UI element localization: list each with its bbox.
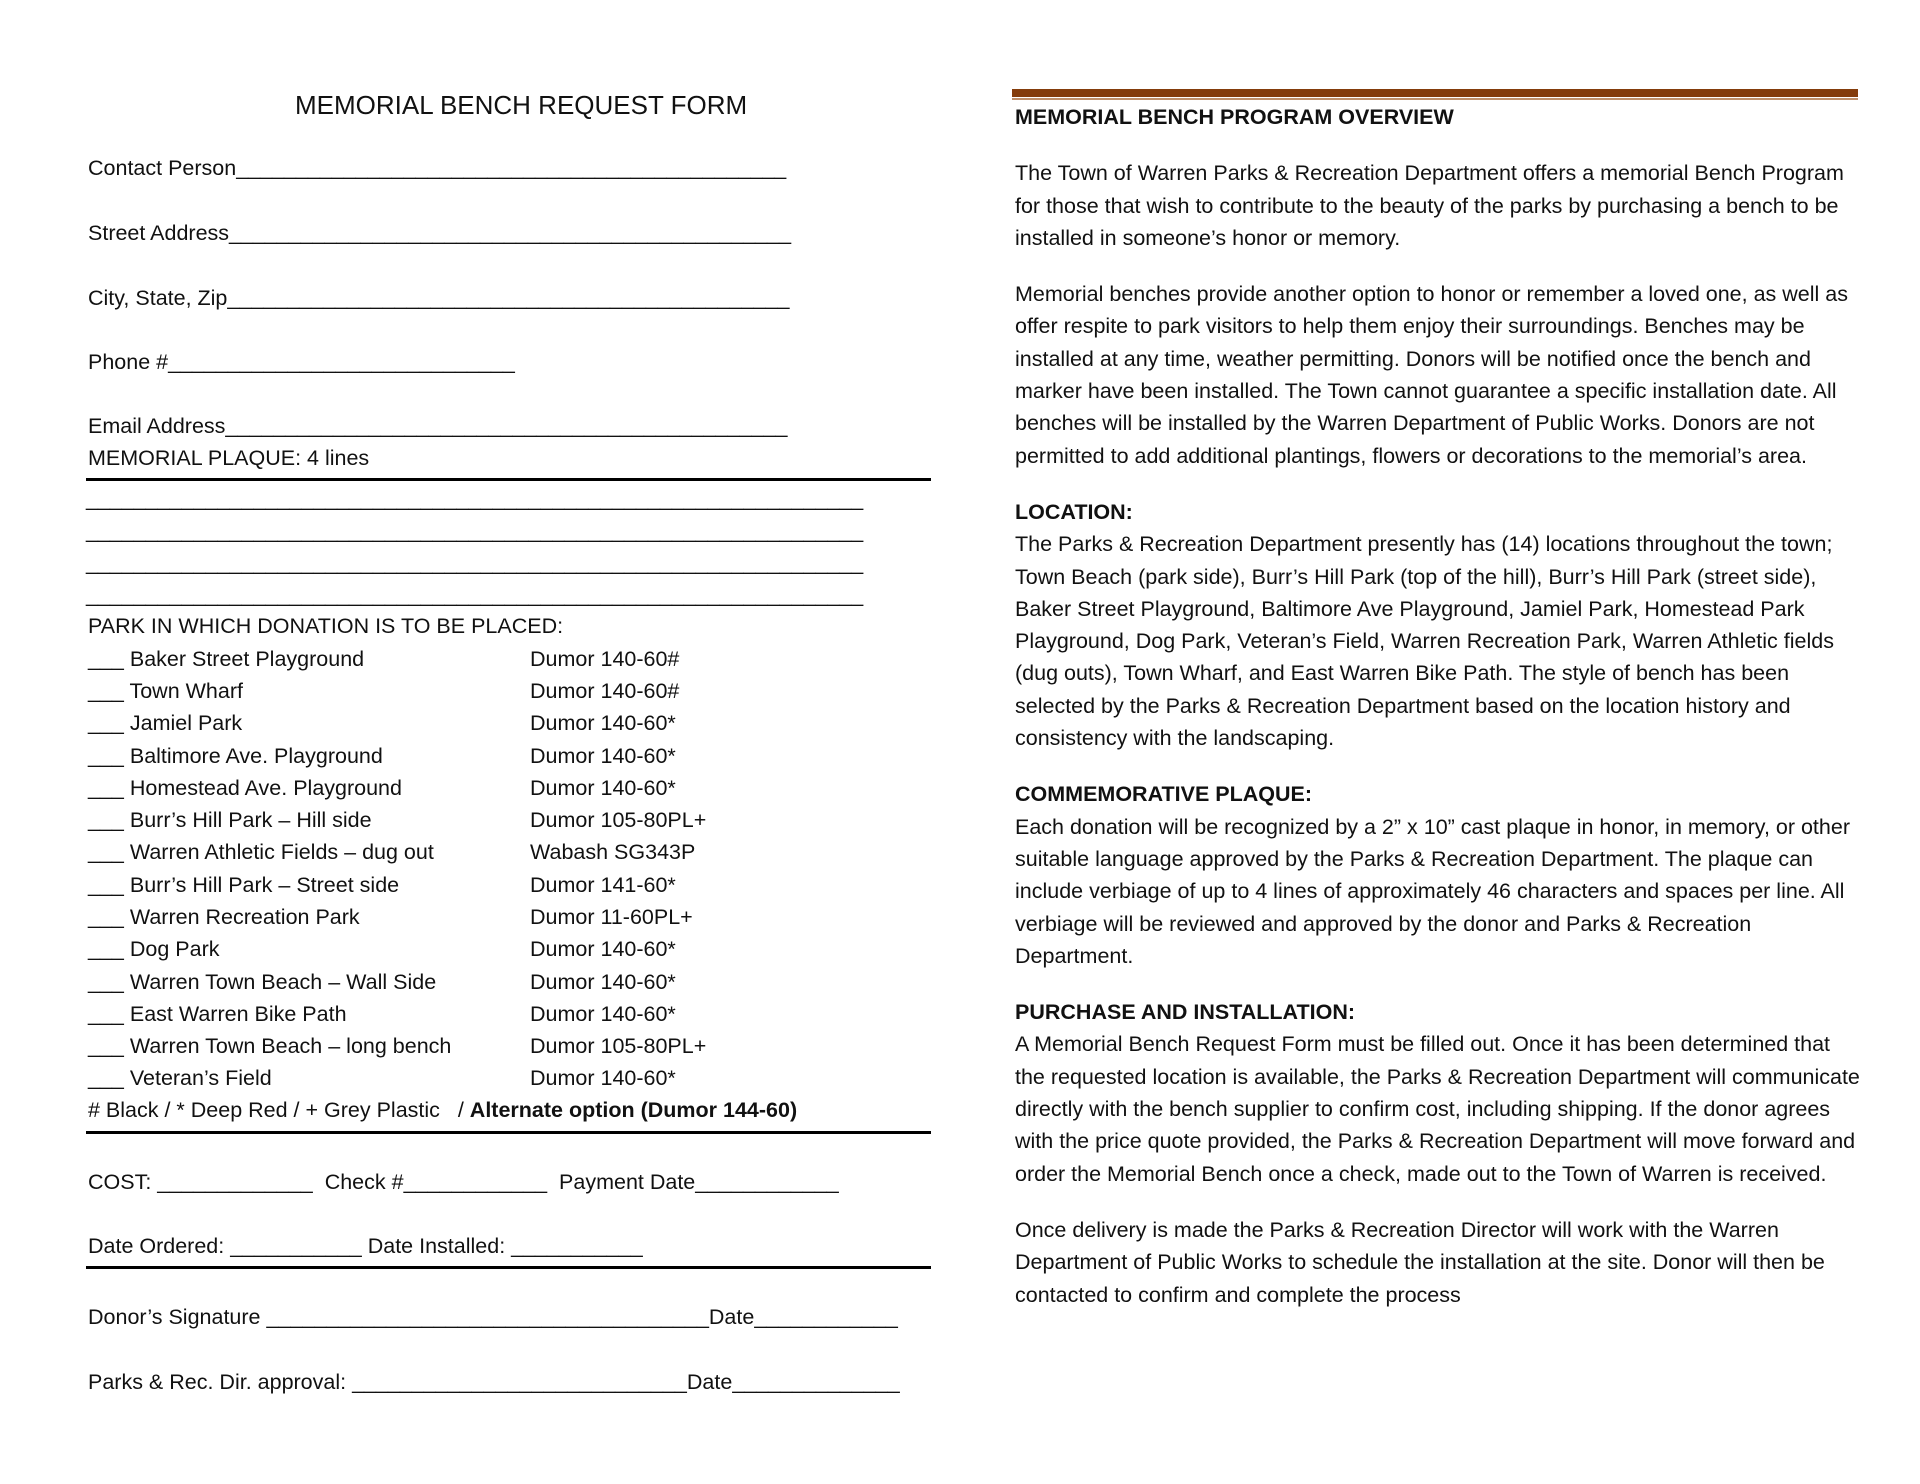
park-name: Warren Recreation Park: [129, 905, 360, 929]
bench-model: Dumor 140-60*: [530, 776, 676, 800]
street-address-field[interactable]: [88, 217, 791, 249]
bench-model: Dumor 105-80PL+: [530, 808, 707, 832]
bench-model: Dumor 140-60*: [530, 1066, 676, 1090]
park-name: Jamiel Park: [129, 711, 243, 735]
date-row: [88, 1230, 643, 1262]
checkbox-blank[interactable]: ___: [88, 744, 124, 768]
park-row[interactable]: [88, 836, 434, 868]
park-name: Burr’s Hill Park – Hill side: [129, 808, 372, 832]
field-blank[interactable]: _____________________________: [168, 350, 515, 374]
park-name: East Warren Bike Path: [129, 1002, 347, 1026]
park-row[interactable]: [88, 740, 383, 772]
director-date-blank[interactable]: ______________: [732, 1370, 900, 1394]
checkbox-blank[interactable]: ___: [88, 937, 124, 961]
divider: [86, 478, 931, 481]
form-title: MEMORIAL BENCH REQUEST FORM: [295, 90, 748, 120]
field-label: City, State, Zip: [88, 286, 228, 310]
delivery-paragraph: Once delivery is made the Parks & Recreation Director will work with the Warren Department of Public Works to schedule the installation at the site. Donor will then be contacted to confirm and complete the process: [1015, 1217, 1825, 1307]
field-blank[interactable]: _______________________________________________: [227, 286, 790, 310]
bench-model: Dumor 105-80PL+: [530, 1034, 707, 1058]
park-row[interactable]: [88, 869, 399, 901]
payment-date-blank[interactable]: ____________: [695, 1170, 839, 1194]
color-legend: [88, 1094, 797, 1126]
park-name: Baltimore Ave. Playground: [129, 744, 383, 768]
checkbox-blank[interactable]: ___: [88, 905, 124, 929]
legend-text: # Black / * Deep Red / + Grey Plastic /: [88, 1098, 470, 1122]
park-name: Baker Street Playground: [129, 647, 365, 671]
park-name: Town Wharf: [129, 679, 243, 703]
park-row[interactable]: [88, 1062, 272, 1094]
bench-model: Dumor 140-60*: [530, 744, 676, 768]
bench-model: Dumor 140-60*: [530, 970, 676, 994]
bench-model: Dumor 140-60#: [530, 679, 680, 703]
plaque-line-3[interactable]: _________________________________________________________________: [86, 551, 864, 575]
checkbox-blank[interactable]: ___: [88, 1066, 124, 1090]
alternate-option: Alternate option (Dumor 144-60): [469, 1098, 798, 1122]
director-date-label: Date: [686, 1370, 733, 1394]
park-row[interactable]: [88, 998, 347, 1030]
bench-model: Dumor 11-60PL+: [530, 905, 693, 929]
director-approval-row: [88, 1366, 900, 1398]
checkbox-blank[interactable]: ___: [88, 679, 124, 703]
date-ordered-label: Date Ordered:: [88, 1234, 231, 1258]
intro-paragraph: The Town of Warren Parks & Recreation Department offers a memorial Bench Program for those that wish to contribute to the beauty of the parks by purchasing a bench to be installed in someone’s honor or memory.: [1015, 161, 1844, 250]
plaque-paragraph: Each donation will be recognized by a 2” x 10” cast plaque in honor, in memory, or other suitable language approved by the Parks & Recreation Department. The plaque can include verbiage of up to 4 lines of approximately 46 characters and spaces per line. All verbiage will be reviewed and approved by the donor and Parks & Recreation Department.: [1015, 814, 1850, 968]
divider: [86, 1266, 931, 1269]
field-blank[interactable]: _______________________________________________: [225, 414, 788, 438]
cost-label: COST:: [88, 1170, 158, 1194]
park-name: Warren Town Beach – long bench: [129, 1034, 452, 1058]
check-blank[interactable]: ____________: [403, 1170, 548, 1194]
payment-date-label: Payment Date: [547, 1170, 696, 1194]
park-row[interactable]: [88, 901, 360, 933]
field-label: Phone #: [88, 350, 169, 374]
checkbox-blank[interactable]: ___: [88, 776, 124, 800]
park-name: Veteran’s Field: [129, 1066, 272, 1090]
date-installed-blank[interactable]: ___________: [511, 1234, 643, 1258]
park-name: Homestead Ave. Playground: [129, 776, 402, 800]
checkbox-blank[interactable]: ___: [88, 873, 124, 897]
bench-model: Dumor 141-60*: [530, 873, 676, 897]
check-label: Check #: [312, 1170, 404, 1194]
field-label: Contact Person: [88, 156, 237, 180]
checkbox-blank[interactable]: ___: [88, 808, 124, 832]
purchase-heading: PURCHASE AND INSTALLATION:: [1015, 1000, 1356, 1025]
park-name: Warren Town Beach – Wall Side: [129, 970, 437, 994]
park-heading: PARK IN WHICH DONATION IS TO BE PLACED:: [88, 614, 564, 638]
checkbox-blank[interactable]: ___: [88, 711, 124, 735]
date-ordered-blank[interactable]: ___________: [230, 1234, 362, 1258]
bench-model: Dumor 140-60#: [530, 647, 680, 671]
plaque-line-2[interactable]: _________________________________________________________________: [86, 519, 864, 543]
date-installed-label: Date Installed:: [361, 1234, 512, 1258]
park-row[interactable]: [88, 1030, 451, 1062]
program-overview: [1015, 101, 1860, 1311]
overview-heading: MEMORIAL BENCH PROGRAM OVERVIEW: [1015, 105, 1454, 129]
purchase-paragraph: A Memorial Bench Request Form must be filled out. Once it has been determined that the requested location is available, the Parks & Recreation Department will communicate directly with the bench supplier to confirm cost, including shipping. If the donor agrees with the price quote provided, the Parks & Recreation Department will move forward and order the Memorial Bench once a check, made out to the Town of Warren is received.: [1015, 1032, 1860, 1186]
plaque-heading: COMMEMORATIVE PLAQUE:: [1015, 782, 1313, 807]
plaque-line-4[interactable]: _________________________________________________________________: [86, 583, 864, 607]
park-row[interactable]: [88, 675, 243, 707]
director-approval-blank[interactable]: ____________________________: [352, 1370, 687, 1394]
cost-row: [88, 1166, 839, 1198]
location-heading: LOCATION:: [1015, 499, 1133, 524]
director-approval-label: Parks & Rec. Dir. approval:: [88, 1370, 353, 1394]
park-name: Dog Park: [129, 937, 220, 961]
checkbox-blank[interactable]: ___: [88, 647, 124, 671]
checkbox-blank[interactable]: ___: [88, 1034, 124, 1058]
park-row[interactable]: [88, 643, 364, 675]
contact-person-field[interactable]: [88, 152, 786, 184]
park-row[interactable]: [88, 804, 372, 836]
email-field[interactable]: [88, 410, 787, 442]
cost-blank[interactable]: _____________: [157, 1170, 313, 1194]
bench-model: Dumor 140-60*: [530, 1002, 676, 1026]
checkbox-blank[interactable]: ___: [88, 840, 124, 864]
divider: [86, 1131, 931, 1134]
field-blank[interactable]: _______________________________________________: [229, 221, 792, 245]
field-label: Street Address: [88, 221, 230, 245]
field-blank[interactable]: ______________________________________________: [236, 156, 787, 180]
donor-signature-label: Donor’s Signature: [88, 1305, 267, 1329]
plaque-label: MEMORIAL PLAQUE: 4 lines: [88, 446, 370, 470]
park-name: Warren Athletic Fields – dug out: [129, 840, 434, 864]
donor-signature-row: [88, 1301, 898, 1333]
donor-date-label: Date: [708, 1305, 755, 1329]
park-row[interactable]: [88, 772, 402, 804]
park-row[interactable]: [88, 933, 219, 965]
checkbox-blank[interactable]: ___: [88, 1002, 124, 1026]
city-state-zip-field[interactable]: [88, 282, 789, 314]
bench-model: Dumor 140-60*: [530, 711, 676, 735]
bench-model: Wabash SG343P: [530, 840, 696, 864]
location-paragraph: The Parks & Recreation Department presently has (14) locations throughout the town; Town Beach (park side), Burr’s Hill Park (top of the hill), Burr’s Hill Park (street side), Baker Street Playground, Baltimore Ave Playground, Jamiel Park, Homestead Park Playground, Dog Park, Veteran’s Field, Warren Recreation Park, Warren Athletic fields (dug outs), Town Wharf, and East Warren Bike Path. The style of bench has been selected by the Parks & Recreation Department based on the location history and consistency with the landscaping.: [1015, 532, 1834, 751]
donor-date-blank[interactable]: ____________: [754, 1305, 898, 1329]
phone-field[interactable]: [88, 346, 515, 378]
park-name: Burr’s Hill Park – Street side: [129, 873, 400, 897]
park-row[interactable]: [88, 707, 242, 739]
donor-signature-blank[interactable]: _____________________________________: [266, 1305, 709, 1329]
park-row[interactable]: [88, 966, 436, 998]
checkbox-blank[interactable]: ___: [88, 970, 124, 994]
bench-model: Dumor 140-60*: [530, 937, 676, 961]
header-rule: [1012, 89, 1858, 99]
plaque-line-1[interactable]: _________________________________________________________________: [86, 487, 864, 511]
field-label: Email Address: [88, 414, 226, 438]
benches-paragraph: Memorial benches provide another option to honor or remember a loved one, as well as offer respite to park visitors to help them enjoy their surroundings. Benches may be installed at any time, weather permitting. Donors will be notified once the bench and marker have been installed. The Town cannot guarantee a specific installation date. All benches will be installed by the Warren Department of Public Works. Donors are not permitted to add additional plantings, flowers or decorations to the memorial’s area.: [1015, 282, 1848, 468]
